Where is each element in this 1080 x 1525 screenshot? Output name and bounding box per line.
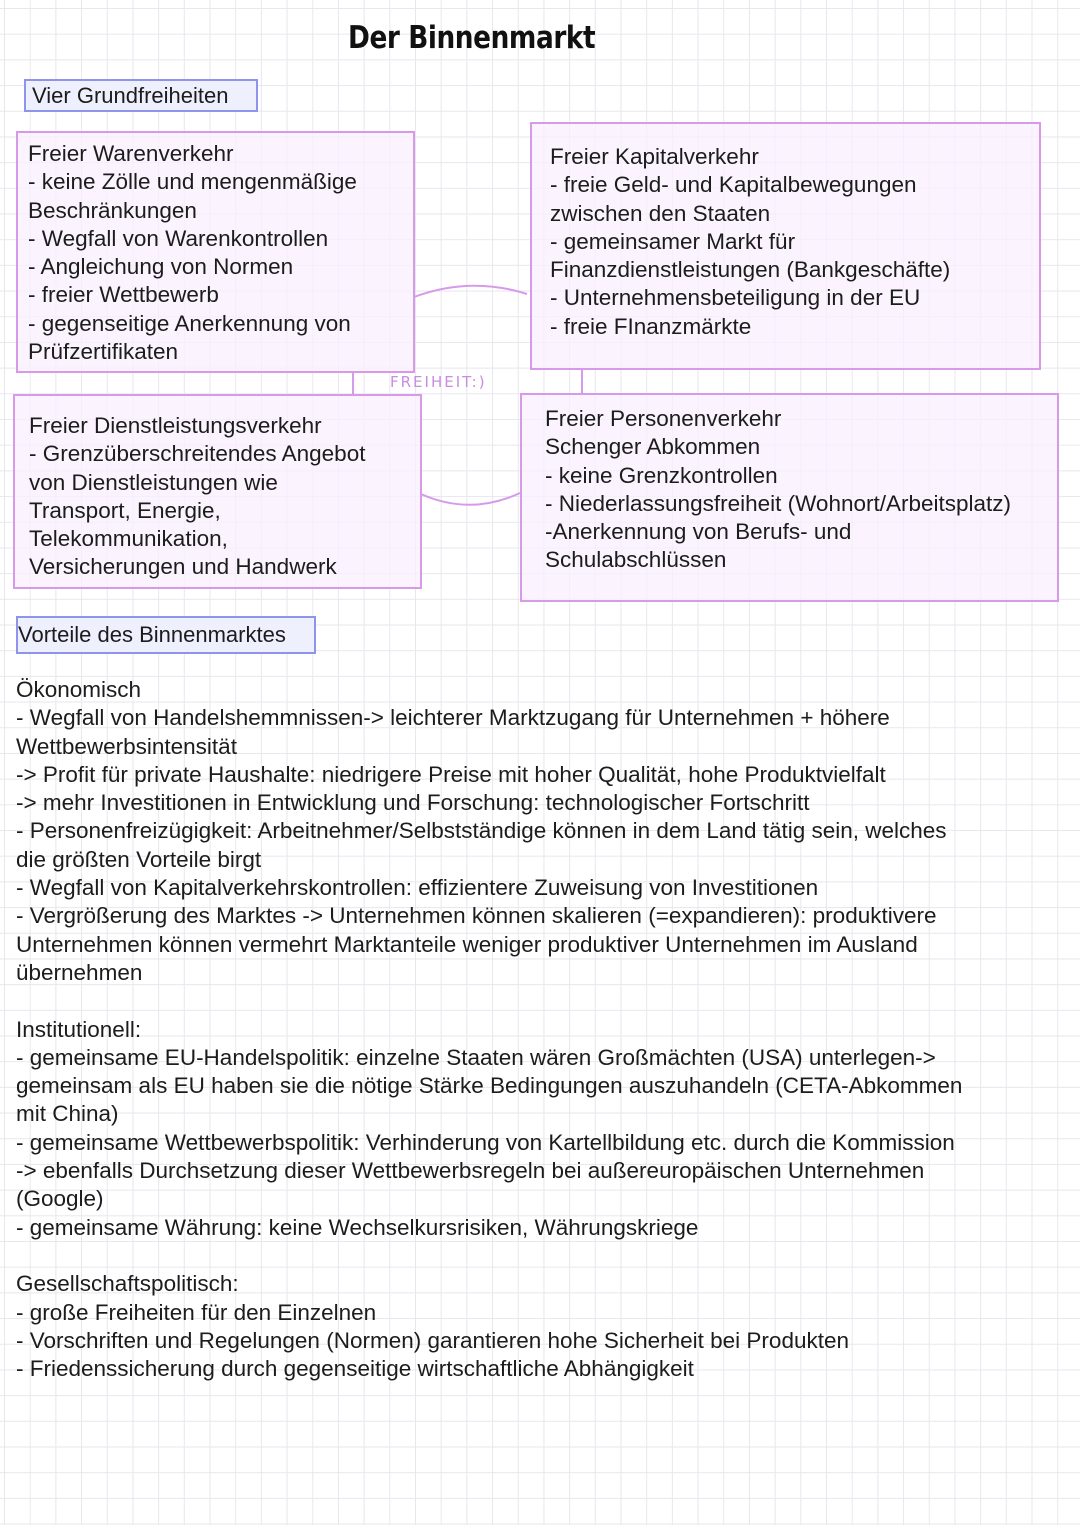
box-line: - Wegfall von Warenkontrollen [28,225,329,251]
text-line: die größten Vorteile birgt [16,846,262,872]
box-line: - freie FInanzmärkte [550,313,752,339]
box-line: von Dienstleistungen wie [29,469,278,495]
text-line: (Google) [16,1186,104,1212]
text-line: Unternehmen können vermehrt Marktanteile weniger produktiver Unternehmen im Ausland [16,931,918,957]
box-kapitalverkehr [530,122,1041,370]
text-line: - Personenfreizügigkeit: Arbeitnehmer/Selbstständige können in dem Land tätig sein, welches [16,818,947,844]
subheading: Institutionell: [16,1016,142,1042]
box-line: - Grenzüberschreitendes Angebot [29,441,366,467]
box-line: Schenger Abkommen [545,434,761,460]
subheading: Gesellschaftspolitisch: [16,1271,239,1297]
box-dienstleistungsverkehr [13,394,422,589]
text-line [16,987,1066,1015]
text-line: -> mehr Investitionen in Entwicklung und Forschung: technologischer Fortschritt [16,790,810,816]
text-line: - große Freiheiten für den Einzelnen [16,1299,377,1325]
box-line: Telekommunikation, [29,526,228,552]
advantages-text [16,676,1066,1383]
page-title: Der Binnenmarkt [348,20,596,56]
box-line: - keine Grenzkontrollen [545,462,778,488]
box-line: - gemeinsamer Markt für [550,228,796,254]
text-line: - Friedenssicherung durch gegenseitige wirtschaftliche Abhängigkeit [16,1356,694,1382]
text-line [16,1242,1066,1270]
box-line: Freier Kapitalverkehr [550,144,759,169]
box-line: Versicherungen und Handwerk [29,554,337,580]
subheading: Ökonomisch [16,677,142,702]
text-line: - Vorschriften und Regelungen (Normen) garantieren hohe Sicherheit bei Produkten [16,1327,849,1353]
heading-vier-grundfreiheiten: Vier Grundfreiheiten [24,79,258,112]
box-line: - gegenseitige Anerkennung von [28,310,351,336]
box-line: Prüfzertifikaten [28,339,179,365]
text-line: mit China) [16,1101,119,1127]
box-line: Freier Warenverkehr [28,141,234,166]
text-line: gemeinsam als EU haben sie die nötige Stärke Bedingungen auszuhandeln (CETA-Abkommen [16,1073,963,1099]
text-line: übernehmen [16,959,143,985]
box-line: Beschränkungen [28,197,197,223]
box-line: - freie Geld- und Kapitalbewegungen [550,172,917,198]
text-line: - Vergrößerung des Marktes -> Unternehmen können skalieren (=expandieren): produktivere [16,903,937,929]
connector-label: FREIHEIT:) [390,373,487,391]
text-line: - gemeinsame EU-Handelspolitik: einzelne Staaten wären Großmächten (USA) unterlegen-> [16,1044,936,1070]
box-line: - Angleichung von Normen [28,254,294,280]
heading-vorteile: Vorteile des Binnenmarktes [16,616,316,654]
box-line: - Unternehmensbeteiligung in der EU [550,285,921,311]
text-line: - gemeinsame Währung: keine Wechselkursrisiken, Währungskriege [16,1214,699,1240]
text-line: -> Profit für private Haushalte: niedrigere Preise mit hoher Qualität, hohe Produktvielfalt [16,761,886,787]
box-line: Freier Personenverkehr [545,406,782,431]
text-line: -> ebenfalls Durchsetzung dieser Wettbewerbsregeln bei außereuropäischen Unternehmen [16,1158,925,1184]
box-line: Finanzdienstleistungen (Bankgeschäfte) [550,257,951,283]
text-line: - gemeinsame Wettbewerbspolitik: Verhinderung von Kartellbildung etc. durch die Kommission [16,1129,955,1155]
box-line: Schulabschlüssen [545,547,727,573]
box-line: -Anerkennung von Berufs- und [545,519,852,545]
box-line: zwischen den Staaten [550,200,771,226]
box-line: Transport, Energie, [29,497,221,523]
box-line: - Niederlassungsfreiheit (Wohnort/Arbeitsplatz) [545,490,1012,516]
box-warenverkehr [16,131,415,373]
box-line: - freier Wettbewerb [28,282,219,308]
box-line: - keine Zölle und mengenmäßige [28,169,357,195]
box-personenverkehr [520,393,1059,602]
text-line: - Wegfall von Handelshemmnissen-> leichterer Marktzugang für Unternehmen + höhere [16,705,890,731]
box-line: Freier Dienstleistungsverkehr [29,413,322,438]
text-line: Wettbewerbsintensität [16,733,237,759]
text-line: - Wegfall von Kapitalverkehrskontrollen: effizientere Zuweisung von Investitionen [16,875,819,901]
